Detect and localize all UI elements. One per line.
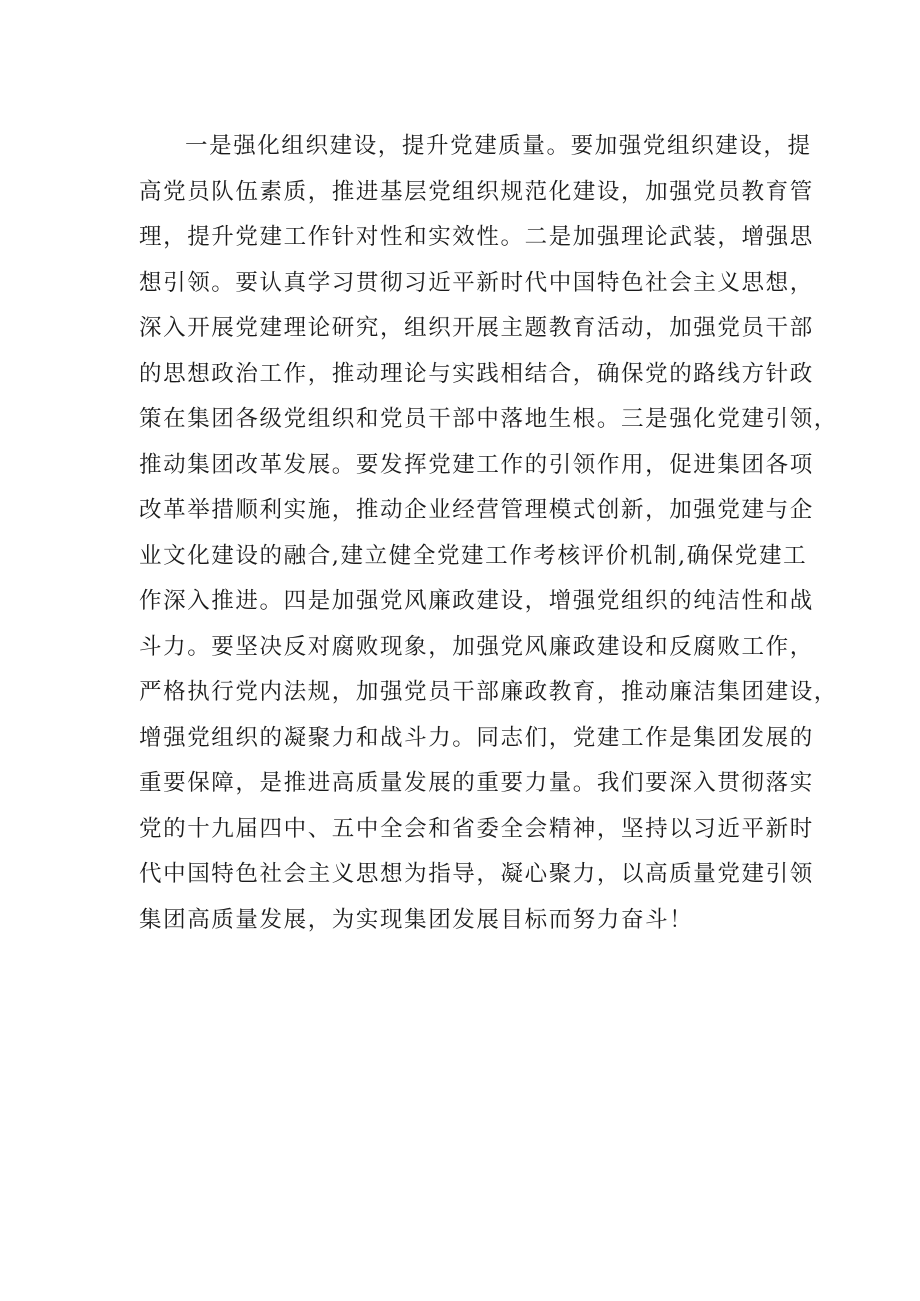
paragraph-line: 代中国特色社会主义思想为指导，凝心聚力，以高质量党建引领 [139,861,814,887]
paragraph-line: 的思想政治工作，推动理论与实践相结合，确保党的路线方针政 [139,360,814,387]
paragraph-line: 理，提升党建工作针对性和实效性。二是加强理论武装，增强思 [139,224,814,250]
paragraph-line: 斗力。要坚决反对腐败现象，加强党风廉政建设和反腐败工作， [139,633,814,660]
paragraph-line: 重要保障，是推进高质量发展的重要力量。我们要深入贯彻落实 [139,770,814,796]
paragraph-line: 高党员队伍素质，推进基层党组织规范化建设，加强党员教育管 [139,178,814,205]
paragraph-line: 集团高质量发展，为实现集团发展目标而努力奋斗！ [139,906,694,933]
body-paragraph [139,124,838,943]
paragraph-line: 想引领。要认真学习贯彻习近平新时代中国特色社会主义思想， [139,269,814,296]
paragraph-line: 党的十九届四中、五中全会和省委全会精神，坚持以习近平新时 [139,815,814,842]
paragraph-line: 一是强化组织建设，提升党建质量。要加强党组织建设，提 [185,133,812,159]
paragraph-line: 策在集团各级党组织和党员干部中落地生根。三是强化党建引领， [139,406,838,432]
paragraph-line: 深入开展党建理论研究，组织开展主题教育活动，加强党员干部 [139,315,814,341]
paragraph-line: 严格执行党内法规，加强党员干部廉政教育，推动廉洁集团建设， [139,679,838,705]
paragraph-line: 作深入推进。四是加强党风廉政建设，增强党组织的纯洁性和战 [139,588,814,614]
paragraph-line: 业文化建设的融合,建立健全党建工作考核评价机制,确保党建工 [139,542,808,569]
paragraph-line: 增强党组织的凝聚力和战斗力。同志们，党建工作是集团发展的 [139,724,814,751]
paragraph-line: 改革举措顺利实施，推动企业经营管理模式创新，加强党建与企 [139,497,814,523]
paragraph-line: 推动集团改革发展。要发挥党建工作的引领作用，促进集团各项 [139,451,814,478]
